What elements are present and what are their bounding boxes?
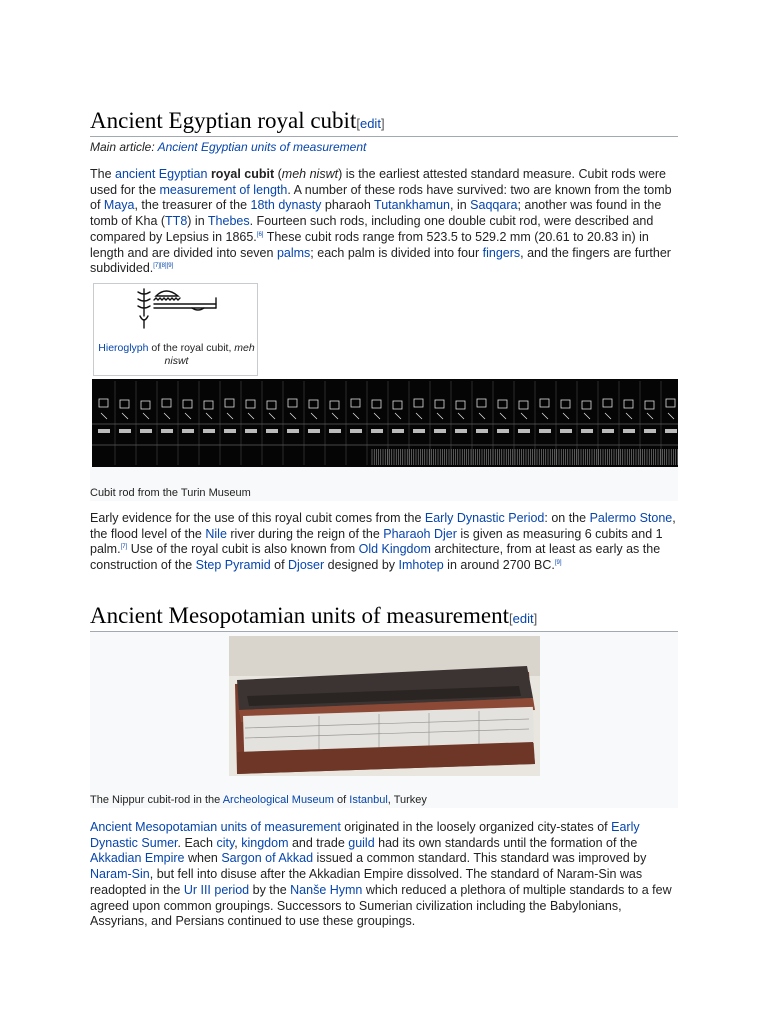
link-ur-iii-period[interactable]: Ur III period	[183, 882, 250, 897]
nippur-cubit-rod-photo[interactable]	[229, 636, 540, 776]
heading-text: Ancient Mesopotamian units of measurement	[90, 603, 510, 628]
link-early-dynastic-sumer[interactable]: Early Dynastic Sumer	[90, 820, 640, 850]
section-heading-egyptian-cubit: Ancient Egyptian royal cubit[edit]	[90, 108, 385, 133]
link-18th-dynasty[interactable]: 18th dynasty	[250, 198, 322, 213]
main-article-link[interactable]: Ancient Egyptian units of measurement	[157, 140, 367, 154]
cubit-rod-caption: Cubit rod from the Turin Museum	[90, 467, 678, 501]
paragraph-egypt-1: The ancient Egyptian royal cubit (meh niswt) is the earliest attested standard measure. Cubit rods were used for the measurement of length. A number of these rods have survived: two are known from the tomb of Maya, the treasurer of the 18th dynasty pharaoh Tutankhamun, in Saqqara; another was found in the tomb of Kha (TT8) in Thebes. Fourteen such rods, including one double cubit rod, were described and compared by Lepsius in 1865.[6] These cubit rods range from 523.5 to 529.2 mm (20.61 to 20.83 in) in length and are divided into seven palms; each palm is divided into four fingers, and the fingers are further subdivided.[7][8][9]	[90, 167, 672, 276]
cubit-rod-inscriptions	[92, 379, 678, 467]
link-archeological-museum[interactable]: Archeological Museum	[222, 794, 334, 806]
link-naram-sin[interactable]: Naram-Sin	[90, 867, 150, 882]
link-city[interactable]: city	[216, 835, 235, 850]
reference-9[interactable]: [9]	[554, 559, 562, 566]
edit-section-link[interactable]: edit	[512, 611, 534, 626]
link-akkadian-empire[interactable]: Akkadian Empire	[90, 851, 185, 866]
hieroglyph-image[interactable]	[94, 284, 259, 340]
link-measurement-of-length[interactable]: measurement of length	[159, 182, 288, 197]
link-fingers[interactable]: fingers	[482, 245, 521, 260]
reference-7-8-9[interactable]: [7][8][9]	[153, 263, 174, 270]
link-tt8[interactable]: TT8	[165, 214, 188, 229]
link-nanse-hymn[interactable]: Nanše Hymn	[290, 882, 363, 897]
hieroglyph-caption: Hieroglyph of the royal cubit, meh niswt	[98, 342, 255, 367]
heading-divider	[90, 136, 678, 137]
link-djoser[interactable]: Djoser	[288, 558, 325, 573]
nippur-caption: The Nippur cubit-rod in the Archeological Museum of Istanbul, Turkey	[90, 794, 427, 806]
bold-royal-cubit: royal cubit	[210, 167, 275, 181]
link-kingdom[interactable]: kingdom	[241, 835, 289, 850]
link-istanbul[interactable]: Istanbul	[349, 794, 388, 806]
link-mesopotamian-units[interactable]: Ancient Mesopotamian units of measurement	[90, 820, 341, 834]
link-tutankhamun[interactable]: Tutankhamun	[374, 198, 451, 213]
link-old-kingdom[interactable]: Old Kingdom	[358, 542, 431, 557]
edit-section-link[interactable]: edit	[359, 116, 381, 131]
link-palermo-stone[interactable]: Palermo Stone	[589, 511, 673, 525]
cubit-rod-image[interactable]	[92, 379, 678, 467]
link-sargon-of-akkad[interactable]: Sargon of Akkad	[221, 851, 314, 866]
hieroglyph-thumbnail	[93, 283, 258, 376]
link-guild[interactable]: guild	[348, 835, 375, 850]
nippur-rod-illustration	[229, 636, 540, 776]
link-step-pyramid[interactable]: Step Pyramid	[195, 558, 271, 573]
reference-7[interactable]: [7]	[120, 544, 128, 551]
link-hieroglyph[interactable]: Hieroglyph	[98, 342, 149, 354]
link-saqqara[interactable]: Saqqara	[470, 198, 518, 213]
paragraph-mesopotamia: Ancient Mesopotamian units of measurement originated in the loosely organized city-states of Early Dynastic Sumer. Each city, kingdom and trade guild had its own standards until the formation of the Akkadian Empire when Sargon of Akkad issued a common standard. This standard was improved by Naram-Sin, but fell into disuse after the Akkadian Empire dissolved. The standard of Naram-Sin was readopted in the Ur III period by the Nanše Hymn which reduced a plethora of multiple standards to a few agreed upon common groupings. Successors to Sumerian civilization including the Babylonians, Assyrians, and Persians continued to use these groupings.	[90, 820, 672, 929]
paragraph-egypt-2: Early evidence for the use of this royal cubit comes from the Early Dynastic Period: on the Palermo Stone, the flood level of the Nile river during the reign of the Pharaoh Djer is given as measuring 6 cubits and 1 palm.[7] Use of the royal cubit is also known from Old Kingdom architecture, from at least as early as the construction of the Step Pyramid of Djoser designed by Imhotep in around 2700 BC.[9]	[90, 511, 676, 573]
link-imhotep[interactable]: Imhotep	[398, 558, 444, 573]
heading-text: Ancient Egyptian royal cubit	[90, 108, 357, 133]
link-early-dynastic-period[interactable]: Early Dynastic Period	[424, 511, 545, 525]
link-maya[interactable]: Maya	[103, 198, 135, 213]
link-pharaoh-djer[interactable]: Pharaoh Djer	[383, 526, 457, 541]
section-heading-mesopotamian-units: Ancient Mesopotamian units of measurement[edit]	[90, 603, 538, 628]
link-ancient-egyptian[interactable]: ancient Egyptian	[115, 167, 208, 181]
hatnote: Main article: Ancient Egyptian units of measurement	[90, 140, 367, 154]
link-thebes[interactable]: Thebes	[207, 214, 250, 229]
link-palms[interactable]: palms	[276, 245, 311, 260]
link-nile[interactable]: Nile	[205, 526, 227, 541]
reference-6[interactable]: [6]	[256, 231, 264, 238]
